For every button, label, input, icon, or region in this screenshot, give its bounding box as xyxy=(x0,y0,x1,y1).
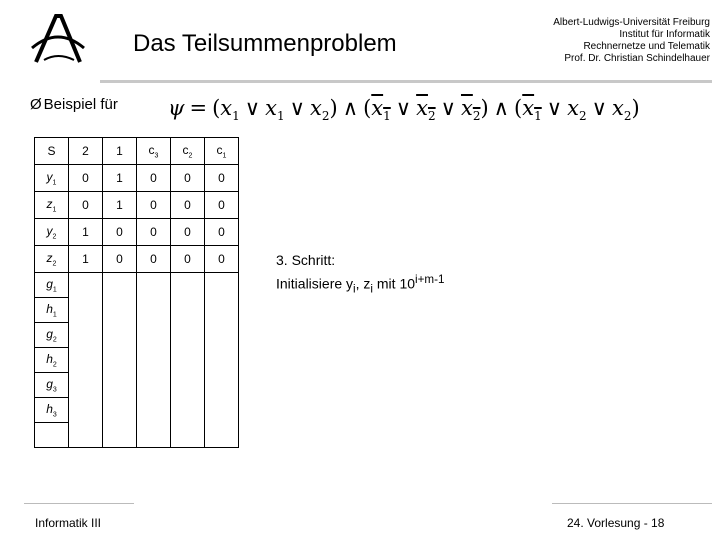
formula-literal xyxy=(522,96,542,124)
value-cell: 0 xyxy=(171,246,205,273)
literal-index: 1 xyxy=(232,109,240,124)
formula-literal xyxy=(416,96,436,124)
literal-index: 1 xyxy=(534,109,542,124)
formula-literal xyxy=(371,96,391,124)
value-cell xyxy=(69,323,103,348)
literal-index: 2 xyxy=(427,109,436,124)
literal-var: x xyxy=(310,96,322,120)
header-cell xyxy=(137,138,171,165)
value-cell xyxy=(171,348,205,373)
formula-equals: = xyxy=(189,96,208,120)
step-text-part: , z xyxy=(355,275,371,292)
literal-var: x xyxy=(265,96,277,120)
table-row xyxy=(35,398,239,423)
value-cell xyxy=(171,298,205,323)
literal-var: x xyxy=(522,96,535,120)
row-label-sub: 2 xyxy=(52,260,57,268)
row-label-sub: 1 xyxy=(52,286,57,294)
row-label: z xyxy=(46,250,53,265)
literal-var: x xyxy=(371,96,384,120)
row-label: h xyxy=(46,401,53,416)
row-label-cell xyxy=(35,273,69,298)
literal-var: x xyxy=(567,96,579,120)
step-sub: i xyxy=(353,282,356,296)
value-cell: 0 xyxy=(137,219,171,246)
value-cell xyxy=(103,273,137,298)
header-label: c xyxy=(148,142,155,157)
bullet-item xyxy=(30,96,118,113)
value-cell: 0 xyxy=(69,192,103,219)
value-cell: 1 xyxy=(103,165,137,192)
value-cell: 1 xyxy=(69,219,103,246)
value-cell: 0 xyxy=(171,165,205,192)
value-cell xyxy=(69,298,103,323)
value-cell xyxy=(69,348,103,373)
formula-and: ∧ xyxy=(493,96,510,120)
row-label-cell xyxy=(35,192,69,219)
table-row xyxy=(35,165,239,192)
value-cell: 0 xyxy=(205,165,239,192)
formula-paren: ( xyxy=(514,96,523,120)
literal-index: 2 xyxy=(472,109,481,124)
value-cell xyxy=(103,373,137,398)
literal-var: x xyxy=(611,96,624,120)
literal-index: 2 xyxy=(321,109,330,124)
row-label-sub: 3 xyxy=(52,411,57,419)
formula-paren: ( xyxy=(363,96,372,120)
institution-line: Albert-Ludwigs-Universität Freiburg xyxy=(553,17,710,28)
table-row xyxy=(35,192,239,219)
step-description xyxy=(276,250,445,299)
formula-literal xyxy=(567,96,587,124)
row-label-cell xyxy=(35,323,69,348)
row-label-sub: 1 xyxy=(52,206,57,214)
table-row xyxy=(35,273,239,298)
formula-paren: ) xyxy=(480,96,489,120)
step-text-part: Initialisiere y xyxy=(276,275,354,292)
formula-or: ∨ xyxy=(440,96,456,120)
row-label-sub: 1 xyxy=(52,179,57,187)
institution-line: Prof. Dr. Christian Schindelhauer xyxy=(564,53,710,64)
header-sub: 1 xyxy=(222,152,227,160)
row-label: z xyxy=(46,196,53,211)
formula-or: ∨ xyxy=(289,96,305,120)
value-cell: 1 xyxy=(103,192,137,219)
value-cell: 0 xyxy=(205,192,239,219)
value-cell: 0 xyxy=(171,219,205,246)
value-cell xyxy=(69,398,103,423)
step-exponent: i+m-1 xyxy=(415,273,445,286)
row-label: g xyxy=(46,276,53,291)
value-cell: 0 xyxy=(103,246,137,273)
row-label-cell xyxy=(35,423,69,448)
row-label-cell xyxy=(35,219,69,246)
row-label-sub: 2 xyxy=(52,361,57,369)
literal-var: x xyxy=(460,96,473,120)
table-row xyxy=(35,246,239,273)
header-cell: S xyxy=(35,138,69,165)
literal-index: 2 xyxy=(623,109,632,124)
value-cell xyxy=(137,273,171,298)
header-sub: 2 xyxy=(188,152,193,160)
step-sub: i xyxy=(370,282,373,296)
formula-literal xyxy=(220,96,240,124)
literal-var: x xyxy=(416,96,428,120)
row-label: h xyxy=(46,351,53,366)
value-cell xyxy=(205,398,239,423)
value-cell xyxy=(103,423,137,448)
value-cell xyxy=(103,348,137,373)
course-name: Informatik III xyxy=(35,516,102,530)
row-label: y xyxy=(46,223,53,238)
row-label-sub: 2 xyxy=(52,233,57,241)
row-label-cell xyxy=(35,246,69,273)
step-title: 3. Schritt: xyxy=(276,252,336,268)
value-cell xyxy=(171,423,205,448)
value-cell: 0 xyxy=(137,246,171,273)
formula-literal xyxy=(265,96,285,124)
value-cell: 0 xyxy=(171,192,205,219)
footer-divider xyxy=(552,503,712,504)
row-label: g xyxy=(46,326,53,341)
value-cell xyxy=(205,373,239,398)
value-cell xyxy=(205,423,239,448)
value-cell xyxy=(137,398,171,423)
formula-literal xyxy=(310,96,330,124)
header-cell: 2 xyxy=(69,138,103,165)
header-label: c xyxy=(216,142,223,157)
value-cell xyxy=(69,373,103,398)
value-cell: 0 xyxy=(205,219,239,246)
table-row xyxy=(35,298,239,323)
value-cell xyxy=(69,423,103,448)
value-cell xyxy=(137,323,171,348)
bullet-arrow-icon: Ø xyxy=(30,96,42,113)
formula-or: ∨ xyxy=(244,96,261,120)
institution-line: Rechnernetze und Telematik xyxy=(583,41,710,52)
value-cell xyxy=(205,273,239,298)
row-label-sub: 2 xyxy=(52,336,57,344)
row-label: h xyxy=(46,301,53,316)
literal-index: 1 xyxy=(383,109,391,124)
formula-paren: ( xyxy=(212,96,221,120)
title-divider xyxy=(100,80,712,83)
value-cell xyxy=(205,298,239,323)
value-cell: 1 xyxy=(69,246,103,273)
row-label-cell xyxy=(35,398,69,423)
footer-divider xyxy=(24,503,134,504)
formula-literal xyxy=(611,96,632,124)
row-label-cell xyxy=(35,165,69,192)
header-cell: 1 xyxy=(103,138,137,165)
value-cell xyxy=(205,323,239,348)
value-cell: 0 xyxy=(137,192,171,219)
table-row xyxy=(35,219,239,246)
formula-or: ∨ xyxy=(395,96,412,120)
value-cell xyxy=(103,298,137,323)
value-cell xyxy=(171,323,205,348)
bullet-text: Beispiel für xyxy=(43,96,118,113)
value-cell xyxy=(137,423,171,448)
formula-paren: ) xyxy=(631,96,640,120)
value-cell: 0 xyxy=(69,165,103,192)
subset-sum-table xyxy=(34,137,239,448)
step-text xyxy=(276,270,445,299)
row-label-sub: 3 xyxy=(52,386,57,394)
header-cell xyxy=(171,138,205,165)
row-label: y xyxy=(46,169,53,184)
value-cell xyxy=(137,373,171,398)
formula-and: ∧ xyxy=(342,96,359,120)
table-row xyxy=(35,373,239,398)
row-label-cell xyxy=(35,298,69,323)
value-cell xyxy=(171,398,205,423)
value-cell: 0 xyxy=(137,165,171,192)
slide-title: Das Teilsummenproblem xyxy=(133,30,397,57)
table-header-row xyxy=(35,138,239,165)
value-cell xyxy=(137,348,171,373)
header-label: c xyxy=(182,142,189,157)
table-row xyxy=(35,348,239,373)
row-label-sub: 1 xyxy=(52,311,57,319)
value-cell xyxy=(137,298,171,323)
step-text-part: mit 10 xyxy=(373,275,416,292)
value-cell xyxy=(103,323,137,348)
slide-number: 24. Vorlesung - 18 xyxy=(567,516,665,530)
boolean-formula xyxy=(168,96,640,123)
literal-var: x xyxy=(220,96,233,120)
header-sub: 3 xyxy=(154,152,159,160)
institution-block xyxy=(490,17,710,65)
row-label-cell xyxy=(35,348,69,373)
value-cell xyxy=(103,398,137,423)
value-cell: 0 xyxy=(205,246,239,273)
university-logo-icon xyxy=(28,8,88,68)
formula-lhs: ψ xyxy=(168,96,185,120)
literal-index: 2 xyxy=(578,109,587,124)
formula-paren: ) xyxy=(329,96,338,120)
value-cell xyxy=(171,273,205,298)
value-cell xyxy=(205,348,239,373)
row-label: g xyxy=(46,376,53,391)
table-row xyxy=(35,323,239,348)
formula-or: ∨ xyxy=(591,96,607,120)
table-body xyxy=(35,165,239,448)
header-cell xyxy=(205,138,239,165)
value-cell xyxy=(69,273,103,298)
formula-literal xyxy=(460,96,481,124)
value-cell xyxy=(171,373,205,398)
table-row xyxy=(35,423,239,448)
value-cell: 0 xyxy=(103,219,137,246)
row-label-cell xyxy=(35,373,69,398)
literal-index: 1 xyxy=(276,109,285,124)
formula-or: ∨ xyxy=(546,96,563,120)
institution-line: Institut für Informatik xyxy=(619,29,710,40)
